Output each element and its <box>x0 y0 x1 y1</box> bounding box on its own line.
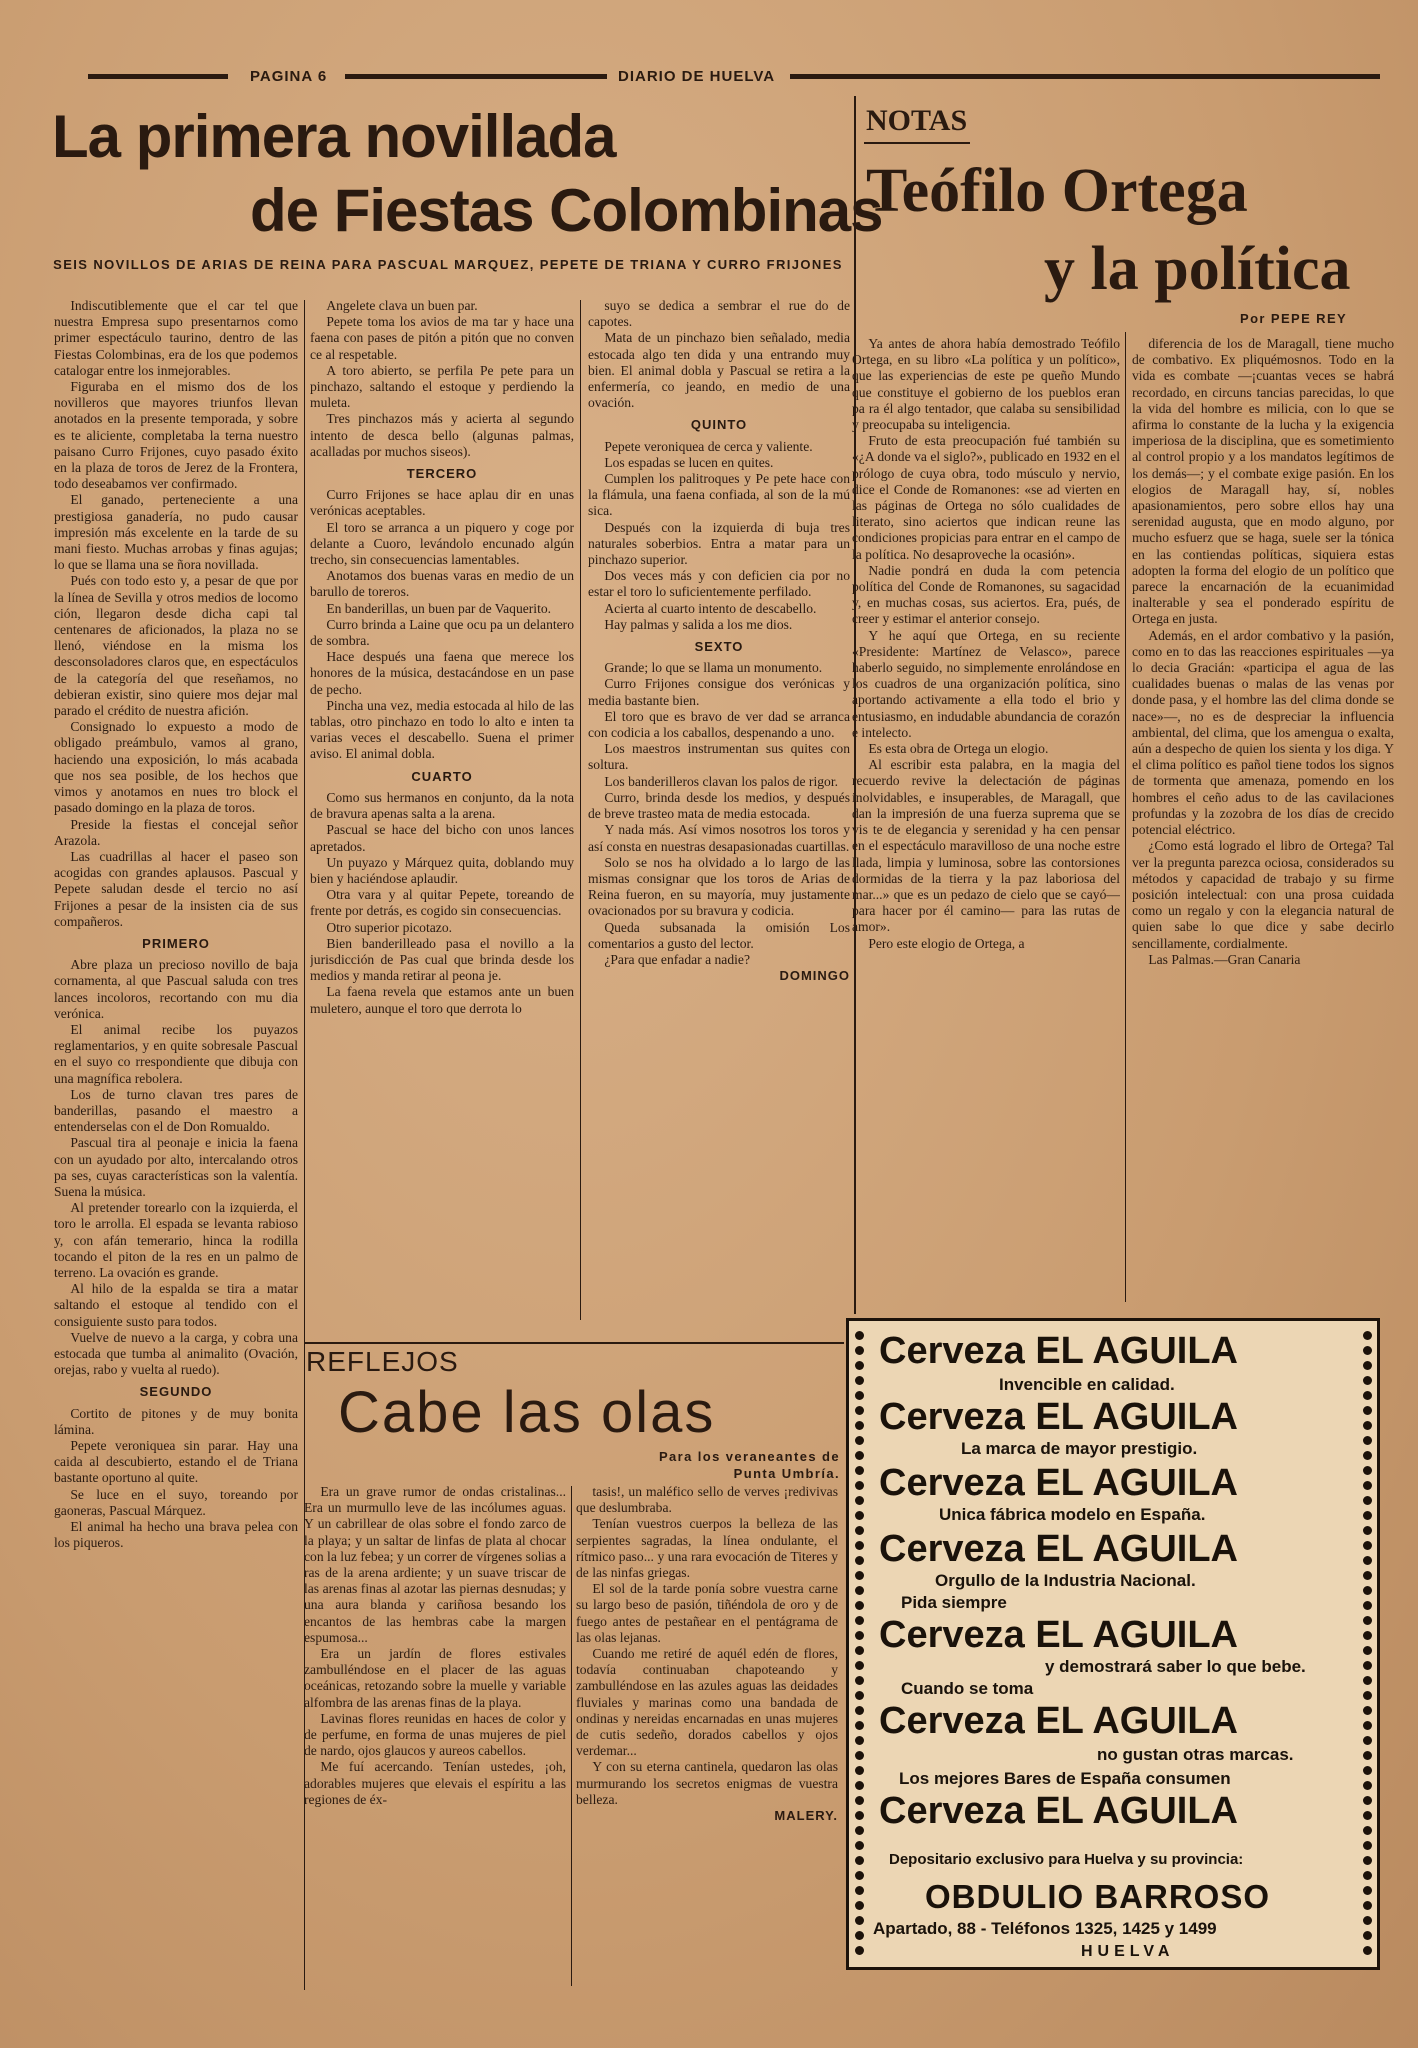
newspaper-name: DIARIO DE HUELVA <box>618 68 776 85</box>
border-dot <box>1363 1901 1372 1910</box>
paragraph: Al pretender torearlo con la izquierda, el toro le arrolla. El espada se levanta rabioso y, con afán temerario, hinca la rodilla tocando el piton de la res en un palmo de terreno. La ovación es grande. <box>54 1200 298 1280</box>
article2-column-2 <box>1132 336 1394 1302</box>
border-dot <box>855 1916 864 1925</box>
paragraph: Me fuí acercando. Tenían ustedes, ¡oh, adorables mujeres que elevais el espíritu a las regiones de éx- <box>304 1759 566 1807</box>
paragraph: La faena revela que estamos ante un buen muletero, aunque el toro que derrota lo <box>310 984 574 1016</box>
paragraph: Como sus hermanos en conjunto, da la nota de bravura apenas salta a la arena. <box>310 789 574 822</box>
ad-brand-7: Cerveza EL AGUILA <box>879 1790 1238 1832</box>
paragraph: Tres pinchazos más y acierta al segundo intento de desca bello (algunas palmas, acalladas por muchos siseos). <box>310 411 574 459</box>
border-dot <box>1363 1541 1372 1550</box>
ad-distributor: OBDULIO BARROSO <box>925 1878 1270 1915</box>
article1-column-2 <box>310 298 574 1326</box>
border-dot <box>855 1481 864 1490</box>
paragraph: ¿Como está logrado el libro de Ortega? Tal ver la pregunta parezca ociosa, considerados su métodos y capacidad de trabajo y su firme posición intelectual: con una prosa cuidada como un regalo y con la elegancia natural de quien sabe lo que dice y sabe decirlo sencillamente, cordialmente. <box>1132 838 1394 951</box>
border-dot <box>1363 1361 1372 1370</box>
paragraph: El animal ha hecho una brava pelea con los piqueros. <box>54 1519 298 1551</box>
article3-column-2 <box>576 1484 838 1994</box>
border-dot <box>1363 1406 1372 1415</box>
border-dot <box>1363 1766 1372 1775</box>
border-dot <box>1363 1706 1372 1715</box>
border-dot <box>1363 1946 1372 1955</box>
paragraph: Solo se nos ha olvidado a lo largo de las mismas consignar que los toros de Arias de Reina fueron, en su mayoría, muy justamente ovacionados por su bravura y codicia. <box>588 854 850 919</box>
border-dot <box>855 1421 864 1430</box>
border-dot <box>855 1871 864 1880</box>
ad-city: HUELVA <box>1081 1943 1175 1960</box>
border-dot <box>855 1391 864 1400</box>
border-dot <box>855 1796 864 1805</box>
paragraph: Pascual tira al peonaje e inicia la faena con un ayudado por alto, intercalando otros pa ses, cuyas características son la valentía. Suena la música. <box>54 1135 298 1199</box>
paragraph: Nadie pondrá en duda la com petencia política del Conde de Romanones, su sagacidad y, en muchas cosas, sus aciertos. Era, pués, de creer y estimar el anterior consejo. <box>852 562 1120 627</box>
paragraph: Preside la fiestas el concejal señor Arazola. <box>54 816 298 848</box>
border-dot <box>855 1646 864 1655</box>
paragraph: Cortito de pitones y de muy bonita lámina. <box>54 1405 298 1437</box>
author-signature: MALERY. <box>774 1808 838 1824</box>
paragraph: tasis!, un maléfico sello de verves ¡redivivas que deslumbraba. <box>576 1484 838 1516</box>
paragraph: Queda subsanada la omisión Los comentarios a gusto del lector. <box>588 919 850 951</box>
section-heading: SEGUNDO <box>139 1384 213 1400</box>
ad-brand-6: Cerveza EL AGUILA <box>879 1700 1238 1742</box>
ad-dot-border-right <box>1361 1331 1373 1957</box>
ad-tagline-1: Invencible en calidad. <box>999 1375 1175 1394</box>
border-dot <box>855 1856 864 1865</box>
article3-section-label: REFLEJOS <box>306 1346 459 1377</box>
paragraph: Pincha una vez, media estocada al hilo de las tablas, otro pinchazo en todo lo alto e inten ta varias veces el descabello. Suena el primer aviso. El animal dobla. <box>310 697 574 762</box>
ad-tagline-4: Orgullo de la Industria Nacional. <box>935 1571 1196 1590</box>
border-dot <box>1363 1616 1372 1625</box>
ad-brand-5: Cerveza EL AGUILA <box>879 1614 1238 1656</box>
paragraph: Tenían vuestros cuerpos la belleza de las serpientes sagradas, la línea ondulante, el rítmico paso... y una rara evocación de Titeres y de las ninfas griegas. <box>576 1516 838 1581</box>
paragraph: Lavinas flores reunidas en haces de color y de perfume, en forma de unas mujeres de piel de nardo, ojos glaucos y aureos cabellos. <box>304 1710 566 1759</box>
reflejos-rule-top <box>304 1342 844 1344</box>
border-dot <box>855 1736 864 1745</box>
paragraph: Además, en el ardor combativo y la pasión, como en to das las reacciones espirituales —ya lo decia Gracián: «participa el agua de las cualidades buenas o malas de las venas por donde pasa, y el hombre las del clima donde se nace»—, no es de despreciar la influencia ambiental, del clima, que los amengua o exalta, aún a despecho de quien los sienta y los diga. Y el clima político es pañol tiene todos los signos de tormenta que amenaza, pomendo en los hombres el ceño adus to de las cavilaciones profundas y la zozobra de los días de crecido potencial eléctrico. <box>1132 627 1394 838</box>
border-dot <box>855 1451 864 1460</box>
paragraph: Curro, brinda desde los medios, y después de breve trasteo mata de media estocada. <box>588 789 850 822</box>
paragraph: Al escribir esta palabra, en la magia del recuerdo revive la delectación de páginas inolvidables, e insuperables, de Maragall, que dan la impresión de una fuerza suprema que se vis te de elegancia y serenidad y ha cen pensar en el espectáculo maravilloso de una noche estre llada, limpia y luminosa, sobre las contorsiones dormidas de la tierra y la paz laboriosa del mar...» que es un pedazo de cielo que se cayó— para hacer por él camino— para las rutas de amor». <box>852 757 1120 935</box>
border-dot <box>855 1781 864 1790</box>
paragraph: Mata de un pinchazo bien señalado, media estocada algo ten dida y una entrando muy bien. El animal dobla y Pascual se retira a la enfermería, co jeando, en medio de una ovación. <box>588 330 850 411</box>
paragraph: Al hilo de la espalda se tira a matar saltando el estoque al tendido con el consiguiente susto para todos. <box>54 1281 298 1329</box>
header-rule-left <box>88 74 228 79</box>
paragraph: Los banderilleros clavan los palos de rigor. <box>604 773 838 789</box>
section-heading: QUINTO <box>690 417 748 433</box>
border-dot <box>1363 1661 1372 1670</box>
border-dot <box>855 1766 864 1775</box>
border-dot <box>1363 1436 1372 1445</box>
paragraph: Grande; lo que se llama un monumento. <box>604 660 823 676</box>
paragraph: Otro superior picotazo. <box>326 919 453 935</box>
article3-column-1 <box>304 1484 566 1994</box>
border-dot <box>855 1526 864 1535</box>
border-dot <box>1363 1781 1372 1790</box>
paragraph: Acierta al cuarto intento de descabello. <box>604 600 817 616</box>
paragraph: Un puyazo y Márquez quita, doblando muy bien y haciéndose aplaudir. <box>310 854 574 886</box>
paragraph: Pepete veroniquea de cerca y valiente. <box>604 438 813 454</box>
header-rule-right <box>790 74 1380 79</box>
paragraph: Las cuadrillas al hacer el paseo son acogidas con grandes aplausos. Pascual y Pepete saludan desde el tercio no así Frijones a pesar de la insisten cia de sus compañeros. <box>54 848 298 929</box>
paragraph: ¿Para que enfadar a nadie? <box>604 951 750 967</box>
ad-dot-border-left <box>853 1331 865 1957</box>
border-dot <box>1363 1496 1372 1505</box>
border-dot <box>855 1691 864 1700</box>
paragraph: El toro se arranca a un piquero y coge por delante a Cuoro, levándolo encunado algún trecho, sin consecuencias lamentables. <box>310 519 574 568</box>
paragraph: Y he aquí que Ortega, en su reciente «Presidente: Martínez de Velasco», parece haberlo seguido, no simplemente enrolándose en los cuadros de una organización política, sino aportando activamente a ella todo el brio y entusiasmo, en indudable abundancia de corazón e intelecto. <box>852 627 1120 740</box>
article2-column-1 <box>852 336 1120 1302</box>
paragraph: Las Palmas.—Gran Canaria <box>1148 951 1301 967</box>
paragraph: Hace después una faena que merece los honores de la música, destacándose en un pase de pecho. <box>310 649 574 697</box>
border-dot <box>855 1496 864 1505</box>
paragraph: Y con su eterna cantinela, quedaron las olas murmurando los secretos enigmas de vuestra belleza. <box>576 1759 838 1807</box>
paragraph: Era un jardín de flores estivales zambulléndose en el placer de las aguas oceánicas, retozando sobre la muelle y variable alfombra de las arenas finas de la playa. <box>304 1646 566 1710</box>
border-dot <box>855 1886 864 1895</box>
border-dot <box>855 1556 864 1565</box>
border-dot <box>1363 1796 1372 1805</box>
border-dot <box>855 1541 864 1550</box>
border-dot <box>1363 1481 1372 1490</box>
border-dot <box>1363 1646 1372 1655</box>
column-rule-a3 <box>571 1486 572 1986</box>
paragraph: Vuelve de nuevo a la carga, y cobra una estocada que tumba al animalito (Ovación, orejas, rabo y vuelta al ruedo). <box>54 1329 298 1378</box>
paragraph: Curro Frijones consigue dos verónicas y media bastante bien. <box>588 676 850 708</box>
border-dot <box>1363 1556 1372 1565</box>
paragraph: Y nada más. Así vimos nosotros los toros y así consta en nuestras desapasionadas cuartillas. <box>588 822 850 854</box>
paragraph: Curro Frijones se hace aplau dir en unas verónicas aceptables. <box>310 487 574 519</box>
ad-tagline-6: y demostrará saber lo que bebe. <box>1045 1657 1306 1676</box>
border-dot <box>855 1616 864 1625</box>
paragraph: Los espadas se lucen en quites. <box>604 454 774 470</box>
paragraph: Cuando me retiré de aquél edén de flores, todavía continuaban chapoteando y zambulléndose en las azules aguas las deidades fluviales y marinas como una bandada de ondinas y nereidas encarnadas en unas mujeres de cutis sedeño, dorados cabellos y ojos verdemar... <box>576 1646 838 1759</box>
ad-brand-1: Cerveza EL AGUILA <box>879 1330 1238 1372</box>
border-dot <box>855 1346 864 1355</box>
border-dot <box>1363 1346 1372 1355</box>
paragraph: Abre plaza un precioso novillo de baja cornamenta, al que Pascual saluda con tres lances incoloros, recortando con mu dia verónica. <box>54 957 298 1021</box>
ad-tagline-8: no gustan otras marcas. <box>1097 1745 1294 1764</box>
cerveza-aguila-advertisement <box>846 1318 1380 1970</box>
section-heading: PRIMERO <box>142 935 210 951</box>
paragraph: Pepete toma los avios de ma tar y hace una faena con pases de pitón a pitón que no conven ce al respetable. <box>310 314 574 362</box>
paragraph: Cumplen los palitroques y Pe pete hace con la flámula, una faena confiada, al son de la mú sica. <box>588 471 850 519</box>
border-dot <box>855 1601 864 1610</box>
paragraph: Los de turno clavan tres pares de banderillas, pasando el maestro a entenderselas con el de Don Romualdo. <box>54 1086 298 1135</box>
paragraph: El toro que es bravo de ver dad se arranca con codicia a los caballos, despenando a uno. <box>588 708 850 741</box>
border-dot <box>855 1826 864 1835</box>
column-rule-a1b <box>580 300 581 1320</box>
border-dot <box>855 1571 864 1580</box>
border-dot <box>1363 1631 1372 1640</box>
paragraph: Dos veces más y con deficien cia por no estar el toro lo suficientemente perfilado. <box>588 568 850 600</box>
page-number: PAGINA 6 <box>250 68 328 85</box>
paragraph: Ya antes de ahora había demostrado Teófilo Ortega, en su libro «La política y un político», que las experiencias de este pe queño Mundo que constituye el gobierno de los pueblos eran pa ra él algo tentador, que calaba su sensibilidad y preocupaba su inteligencia. <box>852 336 1120 433</box>
paragraph: Fruto de esta preocupación fué también su «¿A donde va el siglo?», publicado en 1932 en el prólogo de cuya obra, todo músculo y nervio, dice el Conde de Romanones: «se ad vierten en las páginas de Ortega no sólo cualidades de literato, sino aciertos que indican reune las condiciones propicias para entrar en el campo de la política. No desaproveche la ocasión». <box>852 433 1120 562</box>
border-dot <box>855 1946 864 1955</box>
border-dot <box>1363 1421 1372 1430</box>
border-dot <box>1363 1511 1372 1520</box>
border-dot <box>855 1931 864 1940</box>
paragraph: El animal recibe los puyazos reglamentarios, y en quite sobresale Pascual en el suyo co rrespondiente que dibuja con una magnífica rebolera. <box>54 1021 298 1086</box>
paragraph: Se luce en el suyo, toreando por gaoneras, Pascual Márquez. <box>54 1486 298 1518</box>
ad-brand-4: Cerveza EL AGUILA <box>879 1528 1238 1570</box>
border-dot <box>1363 1376 1372 1385</box>
paragraph: Anotamos dos buenas varas en medio de un barullo de toreros. <box>310 568 574 600</box>
paragraph: suyo se dedica a sembrar el rue do de capotes. <box>588 298 850 330</box>
ad-brand-3: Cerveza EL AGUILA <box>879 1462 1238 1504</box>
border-dot <box>1363 1586 1372 1595</box>
paragraph: El sol de la tarde ponía sobre vuestra carne su largo beso de pasión, tiñéndola de oro y de fuego antes de pestañear en el pentágrama de las olas lejanas. <box>576 1581 838 1645</box>
paragraph: Bien banderilleado pasa el novillo a la jurisdicción de Pas cual que brinda desde los medios y manda retirar al peona je. <box>310 935 574 984</box>
border-dot <box>1363 1331 1372 1340</box>
border-dot <box>855 1376 864 1385</box>
paragraph: Consignado lo expuesto a modo de obligado preámbulo, vamos al grano, haciendo una exposición, lo más acabada que nos sea posible, de los hechos que vimos y anotamos en nues tro block el pasado domingo en la plaza de toros. <box>54 719 298 816</box>
border-dot <box>1363 1601 1372 1610</box>
border-dot <box>1363 1466 1372 1475</box>
ad-tagline-9: Los mejores Bares de España consumen <box>899 1769 1231 1788</box>
section-heading: SEXTO <box>694 639 744 655</box>
section-heading: CUARTO <box>411 768 473 784</box>
ad-tagline-3: Unica fábrica modelo en España. <box>939 1505 1206 1524</box>
paragraph: Los maestros instrumentan sus quites con soltura. <box>588 741 850 773</box>
border-dot <box>1363 1676 1372 1685</box>
article2-title-line2: y la política <box>1044 235 1351 303</box>
border-dot <box>855 1466 864 1475</box>
border-dot <box>855 1436 864 1445</box>
article1-title-line1: La primera novillada <box>52 103 616 170</box>
border-dot <box>1363 1751 1372 1760</box>
ad-tagline-5: Pida siempre <box>901 1593 1007 1612</box>
article2-byline: Por PEPE REY <box>1240 311 1348 326</box>
paragraph: Figuraba en el mismo dos de los novilleros que mayores triunfos llevan anotados en la presente temporada, y sobre es te aliciente, completaba la terna nuestro paisano Curro Frijones, cuyo pasado éxito en la plaza de toros de Jerez de la Frontera, todo deseabamos ver confirmado. <box>54 379 298 492</box>
paragraph: Otra vara y al quitar Pepete, toreando de frente por detrás, es cogido sin consecuencias. <box>310 887 574 919</box>
paragraph: En banderillas, un buen par de Vaquerito. <box>326 600 552 616</box>
border-dot <box>1363 1886 1372 1895</box>
article1-column-3 <box>588 298 850 1338</box>
border-dot <box>855 1841 864 1850</box>
paragraph: Indiscutiblemente que el car tel que nuestra Empresa supo presentarnos como primer espectáculo taurino, dentro de las Fiestas Colombinas, era de los que podemos catalogar entre los inmejorables. <box>54 298 298 378</box>
ad-brand-2: Cerveza EL AGUILA <box>879 1396 1238 1438</box>
border-dot <box>855 1751 864 1760</box>
paragraph: Es esta obra de Ortega un elogio. <box>868 741 1049 757</box>
border-dot <box>855 1406 864 1415</box>
border-dot <box>1363 1826 1372 1835</box>
ad-tagline-7: Cuando se toma <box>901 1679 1034 1698</box>
border-dot <box>1363 1526 1372 1535</box>
paragraph: El ganado, perteneciente a una prestigiosa ganadería, no pudo causar impresión más excelente en la tarde de su mani fiesto. Muchas arrobas y finas agujas; lo que se llama una se ñora novillada. <box>54 492 298 573</box>
border-dot <box>855 1586 864 1595</box>
paragraph: Hay palmas y salida a los me dios. <box>604 616 793 632</box>
article1-column-1 <box>54 298 298 1992</box>
border-dot <box>855 1331 864 1340</box>
ad-contact: Apartado, 88 - Teléfonos 1325, 1425 y 1499 <box>873 1919 1217 1938</box>
border-dot <box>855 1706 864 1715</box>
border-dot <box>1363 1916 1372 1925</box>
paragraph: Pués con todo esto y, a pesar de que por la línea de Sevilla y otros medios de locomo ción, llegaron desde dicha capi tal centenares de aficionados, la plaza no se llenó, viéndose en la misma los desconsoladores claros que, en espectáculos de la categoría del que reseñamos, no debieran existir, sino quiere mos dejar mal parado el crédito de nuestra afición. <box>54 573 298 719</box>
border-dot <box>1363 1811 1372 1820</box>
paragraph: diferencia de los de Maragall, tiene mucho de combativo. Ex pliquémosnos. Todo en la vida es combate —¡cuantas veces se habrá recordado, en circuns tancias parecidas, lo que la vida del hombre es milicia, con lo que se afirma lo constante de la lucha y la exigencia imperiosa de la disciplina, que es sometimiento al control propio y a los mandatos legítimos de los demás—; y el combate exige pasión. En los elogios de Maragall hay, sí, nobles apasionamientos, pero sobre ellos hay una serenidad augusta, que en modo alguno, por mucho esfuerz que se haga, suele ser la tónica en las contiendas políticas, siquiera estas adopten la forma del elogio de un político que parece la encarnación de la ecuanimidad inalterable y sea el ponderado espíritu de Ortega en justa. <box>1132 336 1394 627</box>
border-dot <box>1363 1691 1372 1700</box>
border-dot <box>1363 1871 1372 1880</box>
paragraph: Angelete clava un buen par. <box>326 298 478 313</box>
ad-depositario: Depositario exclusivo para Huelva y su provincia: <box>889 1851 1244 1868</box>
border-dot <box>1363 1391 1372 1400</box>
paragraph: Pascual se hace del bicho con unos lances apretados. <box>310 822 574 854</box>
border-dot <box>1363 1571 1372 1580</box>
border-dot <box>1363 1931 1372 1940</box>
paragraph: Era un grave rumor de ondas cristalinas... Era un murmullo leve de las incólumes aguas. Y un cabrillear de olas sobre el fondo zarco de la playa; y un saltar de linfas de plata al chocar con la luz febea; y un correr de vírgenes solias a ras de la arena ardiente; y un suave triscar de las arenas finas al azotar las piernas desnudas; y una aura blanda y cariñosa besando los encantos de las hembras cabe la margen espumosa... <box>304 1484 566 1645</box>
author-signature: DOMINGO <box>779 968 850 984</box>
ad-tagline-2: La marca de mayor prestigio. <box>961 1439 1198 1458</box>
border-dot <box>855 1661 864 1670</box>
border-dot <box>1363 1721 1372 1730</box>
border-dot <box>1363 1856 1372 1865</box>
paragraph: A toro abierto, se perfila Pe pete para un pinchazo, saltando el estoque y perdiendo la muleta. <box>310 362 574 411</box>
article1-title-line2: de Fiestas Colombinas <box>250 177 883 244</box>
border-dot <box>1363 1841 1372 1850</box>
border-dot <box>855 1901 864 1910</box>
article2-section-label: NOTAS <box>866 104 968 137</box>
border-dot <box>1363 1451 1372 1460</box>
border-dot <box>855 1631 864 1640</box>
border-dot <box>855 1721 864 1730</box>
article2-title-line1: Teófilo Ortega <box>866 157 1248 225</box>
border-dot <box>855 1361 864 1370</box>
paragraph: Curro brinda a Laine que ocu pa un delantero de sombra. <box>310 616 574 649</box>
paragraph: Después con la izquierda di buja tres naturales soberbios. Entra a matar para un pinchazo superior. <box>588 519 850 568</box>
paragraph: Pepete veroniquea sin parar. Hay una caida al descubierto, estando el de Triana bastante oportuno al quite. <box>54 1438 298 1486</box>
border-dot <box>855 1511 864 1520</box>
border-dot <box>855 1676 864 1685</box>
border-dot <box>1363 1736 1372 1745</box>
border-dot <box>855 1811 864 1820</box>
article3-dedication: Para los veraneantes de Punta Umbría. <box>658 1449 840 1481</box>
paragraph: Pero este elogio de Ortega, a <box>868 935 1025 951</box>
header-rule-mid <box>345 74 607 79</box>
article3-title: Cabe las olas <box>338 1380 716 1445</box>
article1-subtitle: SEIS NOVILLOS DE ARIAS DE REINA PARA PASCUAL MARQUEZ, PEPETE DE TRIANA Y CURRO FRIJONES <box>53 257 843 272</box>
section-heading: TERCERO <box>406 466 478 482</box>
notas-underline <box>864 142 970 144</box>
vertical-rule-notas <box>1125 332 1126 1302</box>
